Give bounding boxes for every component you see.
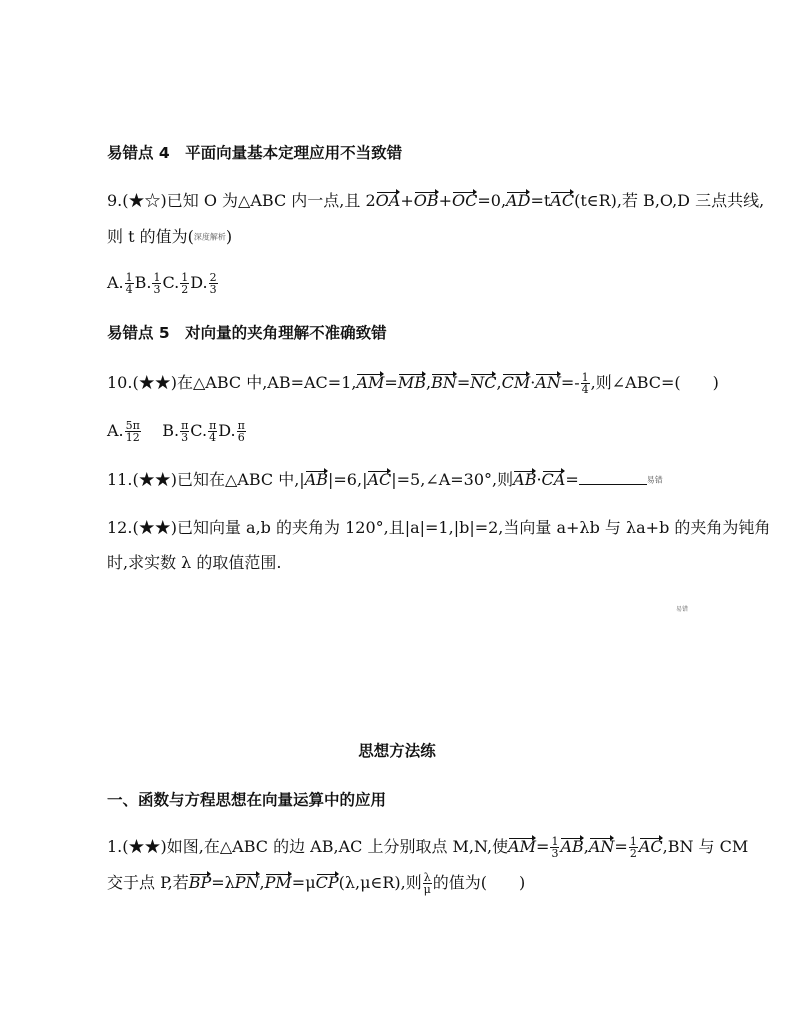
denominator: 2	[629, 847, 637, 860]
numerator: 2	[209, 271, 217, 284]
equals: =	[614, 837, 628, 856]
vector-cm: CM	[501, 373, 531, 392]
option-a-value	[125, 420, 141, 443]
option-b-value	[180, 420, 189, 443]
question-text: |=6,|	[328, 470, 368, 489]
vector-cp: CP	[315, 873, 339, 892]
error-prone-tag: 易错	[646, 475, 663, 485]
question-text: 已知 O 为△ABC 内一点,且 2	[166, 191, 376, 210]
denominator: 3	[181, 431, 189, 444]
option-b-value	[152, 272, 161, 295]
option-a-value	[125, 272, 134, 295]
denominator: 3	[551, 847, 559, 860]
methods-title: 思想方法练	[358, 742, 436, 760]
question-text: ,则∠ABC=( )	[590, 373, 719, 392]
fraction-lambda-over-mu	[423, 872, 432, 895]
numerator: 1	[581, 371, 589, 384]
question-text: ,BN 与 CM	[662, 837, 749, 856]
numerator: 5π	[125, 419, 140, 432]
numerator: π	[181, 419, 189, 432]
plus-sign: +	[400, 191, 414, 210]
vector-pn: PN	[234, 873, 260, 892]
numerator: π	[237, 419, 245, 432]
option-b-label: B.	[162, 421, 180, 440]
numerator: 1	[125, 271, 133, 284]
vector-ca: CA	[541, 470, 566, 489]
vector-ac: AC	[367, 470, 392, 489]
vector-an: AN	[535, 373, 561, 392]
question-text: 的值为( )	[432, 873, 526, 892]
plus-sign: +	[438, 191, 453, 210]
vector-bp: BP	[188, 873, 212, 892]
equals-lambda: =λ	[211, 873, 235, 892]
question-9-options	[107, 272, 219, 295]
question-11	[107, 469, 663, 492]
dot-product: ·	[530, 373, 536, 392]
question-text: (λ,μ∈R),则	[338, 873, 422, 892]
numerator: 1	[181, 271, 189, 284]
question-text: 如图,在△ABC 的边 AB,AC 上分别取点 M,N,使	[166, 837, 509, 856]
fraction-one-half	[629, 836, 638, 859]
option-c-label: C.	[190, 421, 208, 440]
option-a-label: A.	[107, 421, 124, 440]
question-text: 则 t 的值为(	[107, 227, 194, 246]
question-9-line-2	[107, 226, 232, 249]
numerator: π	[209, 419, 217, 432]
section-heading-5: 易错点 5 对向量的夹角理解不准确致错	[107, 324, 387, 342]
part-1-heading: 一、函数与方程思想在向量运算中的应用	[107, 791, 387, 809]
question-text: 交于点 P,若	[107, 873, 189, 892]
comma: ,	[583, 837, 589, 856]
denominator: μ	[423, 883, 431, 896]
denominator: 12	[125, 431, 140, 444]
question-number: 11.	[107, 470, 133, 489]
option-c-label: C.	[162, 273, 180, 292]
question-10-line-1	[107, 372, 719, 395]
equals: =	[565, 470, 579, 489]
equals-negative: =-	[560, 373, 580, 392]
close-paren: )	[225, 227, 233, 246]
comma: ,	[496, 373, 502, 392]
difficulty-stars: (★★)	[132, 518, 177, 537]
vector-pm: PM	[264, 873, 292, 892]
vector-ad: AD	[506, 191, 531, 210]
question-text: 已知向量 a,b 的夹角为 120°,且|a|=1,|b|=2,当向量 a+λb 与 λa+b 的夹角为钝角	[176, 518, 771, 537]
numerator: 1	[153, 271, 161, 284]
vector-ob: OB	[413, 191, 439, 210]
denominator: 6	[237, 431, 245, 444]
question-text: (t∈R),若 B,O,D 三点共线,	[574, 191, 765, 210]
denominator: 4	[581, 383, 589, 396]
deep-analysis-tag: 深度解析	[193, 232, 226, 242]
question-text: 在△ABC 中,AB=AC=1,	[176, 373, 357, 392]
vector-oc: OC	[452, 191, 478, 210]
vector-bn: BN	[431, 373, 457, 392]
equals-mu: =μ	[291, 873, 316, 892]
question-9-line-1	[107, 190, 764, 212]
question-12-line-2: 时,求实数 λ 的取值范围.	[107, 553, 282, 572]
vector-ab: AB	[513, 470, 537, 489]
question-number: 1.	[107, 837, 123, 856]
difficulty-stars: (★★)	[132, 470, 177, 489]
question-1-line-1	[107, 836, 748, 859]
section-heading-4: 易错点 4 平面向量基本定理应用不当致错	[107, 144, 403, 162]
vector-ab: AB	[304, 470, 328, 489]
option-c-value	[180, 272, 189, 295]
comma: ,	[259, 873, 265, 892]
equals: =	[456, 373, 471, 392]
numerator: λ	[423, 871, 431, 884]
difficulty-stars: (★★)	[122, 837, 167, 856]
equals-t: =t	[530, 191, 551, 210]
option-d-value	[237, 420, 246, 443]
question-1-line-2	[107, 872, 525, 895]
vector-mb: MB	[397, 373, 426, 392]
vector-oa: OA	[375, 191, 401, 210]
vector-ac: AC	[550, 191, 575, 210]
answer-blank[interactable]	[579, 470, 647, 485]
vector-nc: NC	[470, 373, 497, 392]
question-number: 10.	[107, 373, 133, 392]
option-d-label: D.	[218, 421, 236, 440]
fraction-one-third	[550, 836, 559, 859]
denominator: 3	[209, 283, 217, 296]
question-10-options	[107, 420, 247, 443]
vector-ab: AB	[560, 837, 584, 856]
denominator: 2	[181, 283, 189, 296]
fraction-one-quarter	[581, 372, 590, 395]
option-d-label: D.	[190, 273, 208, 292]
vector-am: AM	[356, 373, 385, 392]
numerator: 1	[551, 835, 559, 848]
option-d-value	[209, 272, 218, 295]
denominator: 4	[209, 431, 217, 444]
equals: =	[384, 373, 398, 392]
question-text: 已知在△ABC 中,|	[176, 470, 305, 489]
equals: =	[536, 837, 550, 856]
error-prone-tag: 易错	[676, 606, 689, 613]
vector-ac: AC	[638, 837, 663, 856]
question-text: |=5,∠A=30°,则	[391, 470, 514, 489]
difficulty-stars: (★☆)	[122, 191, 167, 210]
dot-product: ·	[536, 470, 542, 489]
denominator: 3	[153, 283, 161, 296]
denominator: 4	[125, 283, 133, 296]
equals-zero: =0,	[477, 191, 507, 210]
option-a-label: A.	[107, 273, 124, 292]
question-number: 9.	[107, 191, 123, 210]
option-c-value	[208, 420, 217, 443]
vector-am: AM	[508, 837, 537, 856]
question-number: 12.	[107, 518, 133, 537]
option-b-label: B.	[134, 273, 152, 292]
numerator: 1	[629, 835, 637, 848]
vector-an: AN	[588, 837, 615, 856]
comma: ,	[425, 373, 432, 392]
question-12-line-1	[107, 517, 770, 539]
difficulty-stars: (★★)	[132, 373, 177, 392]
